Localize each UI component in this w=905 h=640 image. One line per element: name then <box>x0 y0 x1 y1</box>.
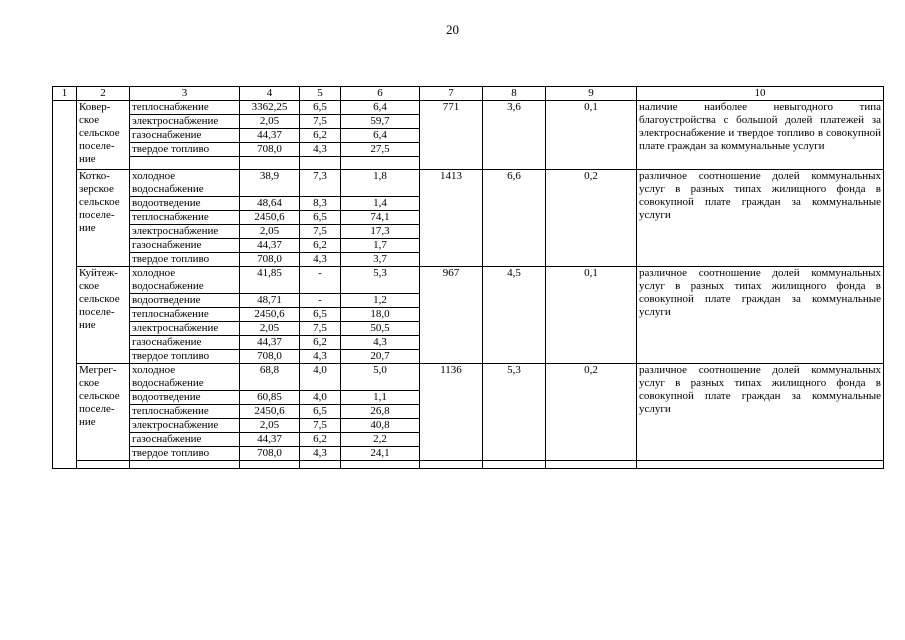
settlement-cell: Ковер- ское сельское поселе- ние <box>77 101 130 170</box>
service-cell: газоснабжение <box>130 239 240 253</box>
settlement-cell: Котко- зерское сельское поселе- ние <box>77 170 130 267</box>
table-row <box>53 364 884 391</box>
blank-number-cell <box>53 101 77 469</box>
value-cell: 1,4 <box>341 197 420 211</box>
empty-cell <box>240 157 300 170</box>
service-cell: твердое топливо <box>130 350 240 364</box>
value-cell: 5,3 <box>341 267 420 294</box>
value-cell: - <box>300 267 341 294</box>
value-cell: 708,0 <box>240 447 300 461</box>
value-cell: 6,2 <box>300 239 341 253</box>
value-cell: 6,4 <box>341 129 420 143</box>
value-cell: 18,0 <box>341 308 420 322</box>
group-value-cell: 0,1 <box>546 101 637 170</box>
value-cell: 6,2 <box>300 129 341 143</box>
value-cell: 40,8 <box>341 419 420 433</box>
value-cell: 44,37 <box>240 433 300 447</box>
note-cell: различное соотношение долей коммунальных услуг в разных типах жилищного фонда в совокупной плате граждан за коммунальные услуги <box>637 364 884 461</box>
value-cell: 4,3 <box>300 447 341 461</box>
empty-cell <box>483 461 546 469</box>
service-cell: твердое топливо <box>130 143 240 157</box>
service-cell: твердое топливо <box>130 253 240 267</box>
value-cell: 6,5 <box>300 308 341 322</box>
header-cell: 8 <box>483 87 546 101</box>
value-cell: 6,2 <box>300 433 341 447</box>
empty-cell <box>637 461 884 469</box>
value-cell: 1,8 <box>341 170 420 197</box>
service-cell: водоотведение <box>130 391 240 405</box>
header-row <box>53 87 884 101</box>
group-value-cell: 0,2 <box>546 170 637 267</box>
header-cell: 3 <box>130 87 240 101</box>
note-cell: различное соотношение долей коммунальных услуг в разных типах жилищного фонда в совокупной плате граждан за коммунальные услуги <box>637 267 884 364</box>
group-value-cell: 6,6 <box>483 170 546 267</box>
empty-cell <box>300 461 341 469</box>
empty-cell <box>300 157 341 170</box>
value-cell: 2,2 <box>341 433 420 447</box>
value-cell: 2450,6 <box>240 405 300 419</box>
note-cell: наличие наиболее невыгодного типа благоустройства с большой долей платежей за электроснабжение и твердое топливо в совокупной плате граждан за коммунальные услуги <box>637 101 884 170</box>
value-cell: 8,3 <box>300 197 341 211</box>
service-cell: холодное водоснабжение <box>130 267 240 294</box>
empty-cell <box>341 461 420 469</box>
value-cell: 2,05 <box>240 419 300 433</box>
value-cell: 2450,6 <box>240 308 300 322</box>
empty-cell <box>546 461 637 469</box>
value-cell: 5,0 <box>341 364 420 391</box>
service-cell: водоотведение <box>130 197 240 211</box>
settlement-cell: Мегрег- ское сельское поселе- ние <box>77 364 130 461</box>
service-cell: холодное водоснабжение <box>130 364 240 391</box>
value-cell: 41,85 <box>240 267 300 294</box>
value-cell: 1,2 <box>341 294 420 308</box>
value-cell: 44,37 <box>240 129 300 143</box>
value-cell: 44,37 <box>240 336 300 350</box>
service-cell: твердое топливо <box>130 447 240 461</box>
value-cell: 6,4 <box>341 101 420 115</box>
empty-cell <box>240 461 300 469</box>
header-cell: 1 <box>53 87 77 101</box>
value-cell: 6,5 <box>300 211 341 225</box>
value-cell: 6,5 <box>300 101 341 115</box>
value-cell: 38,9 <box>240 170 300 197</box>
group-value-cell: 0,2 <box>546 364 637 461</box>
value-cell: 48,71 <box>240 294 300 308</box>
header-cell: 10 <box>637 87 884 101</box>
value-cell: 4,3 <box>300 350 341 364</box>
value-cell: 4,3 <box>300 143 341 157</box>
value-cell: 7,5 <box>300 419 341 433</box>
value-cell: 3,7 <box>341 253 420 267</box>
group-value-cell: 1136 <box>420 364 483 461</box>
service-cell: газоснабжение <box>130 336 240 350</box>
group-value-cell: 967 <box>420 267 483 364</box>
empty-cell <box>77 461 130 469</box>
service-cell: теплоснабжение <box>130 211 240 225</box>
value-cell: 4,0 <box>300 364 341 391</box>
service-cell: газоснабжение <box>130 433 240 447</box>
value-cell: 24,1 <box>341 447 420 461</box>
group-value-cell: 5,3 <box>483 364 546 461</box>
value-cell: 1,1 <box>341 391 420 405</box>
value-cell: 2,05 <box>240 115 300 129</box>
value-cell: 68,8 <box>240 364 300 391</box>
value-cell: - <box>300 294 341 308</box>
group-value-cell: 3,6 <box>483 101 546 170</box>
table-row <box>53 170 884 197</box>
service-cell: водоотведение <box>130 294 240 308</box>
value-cell: 6,2 <box>300 336 341 350</box>
page-number: 20 <box>446 22 459 37</box>
header-cell: 6 <box>341 87 420 101</box>
table-row <box>53 101 884 115</box>
value-cell: 7,3 <box>300 170 341 197</box>
value-cell: 708,0 <box>240 253 300 267</box>
service-cell: электроснабжение <box>130 225 240 239</box>
service-cell: электроснабжение <box>130 115 240 129</box>
value-cell: 4,3 <box>300 253 341 267</box>
table-row <box>53 267 884 294</box>
value-cell: 7,5 <box>300 225 341 239</box>
header-cell: 7 <box>420 87 483 101</box>
value-cell: 59,7 <box>341 115 420 129</box>
service-cell: теплоснабжение <box>130 308 240 322</box>
value-cell: 2,05 <box>240 322 300 336</box>
value-cell: 26,8 <box>341 405 420 419</box>
value-cell: 44,37 <box>240 239 300 253</box>
empty-cell <box>130 157 240 170</box>
value-cell: 20,7 <box>341 350 420 364</box>
value-cell: 27,5 <box>341 143 420 157</box>
value-cell: 2,05 <box>240 225 300 239</box>
value-cell: 4,0 <box>300 391 341 405</box>
group-value-cell: 1413 <box>420 170 483 267</box>
service-cell: теплоснабжение <box>130 101 240 115</box>
filler-row <box>53 461 884 469</box>
header-cell: 5 <box>300 87 341 101</box>
empty-cell <box>130 461 240 469</box>
header-cell: 4 <box>240 87 300 101</box>
service-cell: холодное водоснабжение <box>130 170 240 197</box>
value-cell: 1,7 <box>341 239 420 253</box>
value-cell: 6,5 <box>300 405 341 419</box>
value-cell: 7,5 <box>300 322 341 336</box>
value-cell: 60,85 <box>240 391 300 405</box>
group-value-cell: 4,5 <box>483 267 546 364</box>
header-cell: 9 <box>546 87 637 101</box>
note-cell: различное соотношение долей коммунальных услуг в разных типах жилищного фонда в совокупной плате граждан за коммунальные услуги <box>637 170 884 267</box>
empty-cell <box>341 157 420 170</box>
service-cell: электроснабжение <box>130 322 240 336</box>
settlement-cell: Куйтеж- ское сельское поселе- ние <box>77 267 130 364</box>
service-cell: теплоснабжение <box>130 405 240 419</box>
group-value-cell: 771 <box>420 101 483 170</box>
service-cell: газоснабжение <box>130 129 240 143</box>
tariff-table <box>52 86 884 469</box>
value-cell: 50,5 <box>341 322 420 336</box>
group-value-cell: 0,1 <box>546 267 637 364</box>
service-cell: электроснабжение <box>130 419 240 433</box>
value-cell: 2450,6 <box>240 211 300 225</box>
value-cell: 3362,25 <box>240 101 300 115</box>
value-cell: 17,3 <box>341 225 420 239</box>
value-cell: 708,0 <box>240 143 300 157</box>
value-cell: 4,3 <box>341 336 420 350</box>
empty-cell <box>420 461 483 469</box>
value-cell: 7,5 <box>300 115 341 129</box>
value-cell: 48,64 <box>240 197 300 211</box>
value-cell: 708,0 <box>240 350 300 364</box>
header-cell: 2 <box>77 87 130 101</box>
value-cell: 74,1 <box>341 211 420 225</box>
